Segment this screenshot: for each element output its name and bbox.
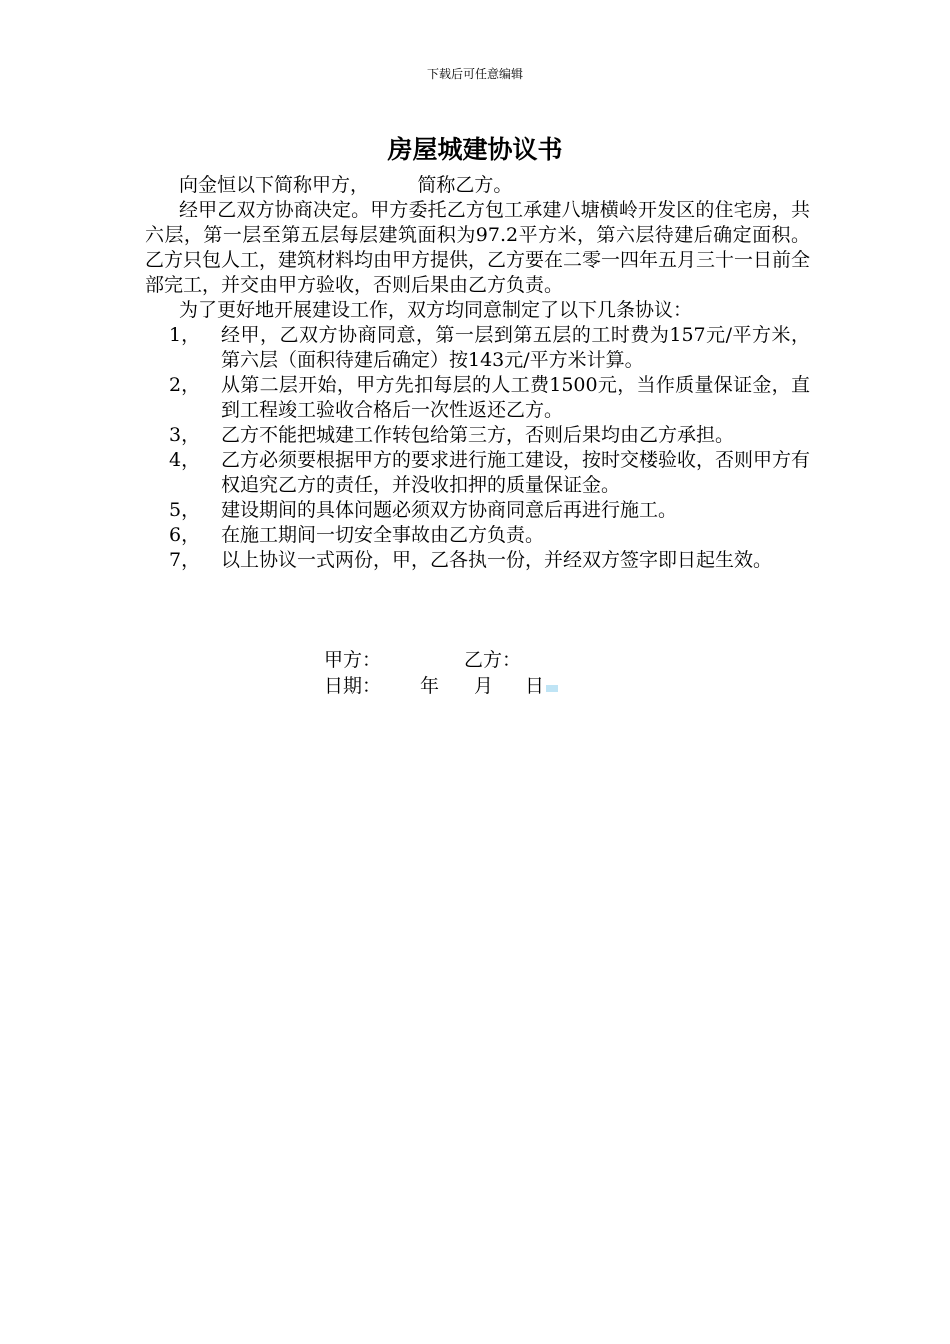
clause-text: 从第二层开始，甲方先扣每层的人工费1500元，当作质量保证金，直到工程竣工验收合格后一次性返还乙方。 [221, 374, 810, 421]
clause-number: 1， [169, 324, 201, 346]
clause-text: 经甲，乙双方协商同意，第一层到第五层的工时费为157元/平方米，第六层（面积待建后确定）按143元/平方米计算。 [221, 324, 810, 371]
date-label: 日期： [324, 675, 382, 697]
clause-number: 7， [169, 549, 201, 571]
party-a-label: 甲方： [324, 649, 382, 671]
year-label: 年 [420, 675, 440, 697]
clause-text: 乙方必须要根据甲方的要求进行施工建设，按时交楼验收，否则甲方有权追究乙方的责任，并没收扣押的质量保证金。 [221, 449, 811, 496]
clauses-intro: 为了更好地开展建设工作，双方均同意制定了以下几条协议： [179, 299, 693, 321]
clause-text: 以上协议一式两份，甲，乙各执一份，并经双方签字即日起生效。 [221, 549, 773, 571]
clause-number: 6， [169, 524, 201, 546]
clause-item [145, 373, 810, 423]
document-body [145, 173, 810, 573]
clause-number: 4， [169, 449, 201, 471]
clause-text: 在施工期间一切安全事故由乙方负责。 [221, 524, 545, 546]
clause-item [145, 323, 810, 373]
day-label: 日 [525, 675, 545, 697]
clause-item [145, 423, 810, 448]
clause-text: 建设期间的具体问题必须双方协商同意后再进行施工。 [221, 499, 678, 521]
clause-number: 3， [169, 424, 201, 446]
day-label-group [525, 673, 558, 699]
text-cursor-mark [546, 685, 558, 692]
clause-text: 乙方不能把城建工作转包给第三方，否则后果均由乙方承担。 [221, 424, 735, 446]
clause-list [145, 323, 810, 573]
month-label: 月 [474, 675, 494, 697]
clause-number: 5， [169, 499, 201, 521]
parties-line: 向金恒以下简称甲方， 简称乙方。 [179, 174, 513, 196]
page-header-note: 下载后可任意编辑 [426, 67, 523, 81]
clause-item [145, 498, 810, 523]
clause-number: 2， [169, 374, 201, 396]
clause-item [145, 523, 810, 548]
clause-item [145, 548, 810, 573]
clause-item [145, 448, 810, 498]
document-title: 房屋城建协议书 [387, 135, 563, 164]
party-b-label: 乙方： [464, 649, 522, 671]
agreement-paragraph: 经甲乙双方协商决定。甲方委托乙方包工承建八塘横岭开发区的住宅房，共六层，第一层至第五层每层建筑面积为97.2平方米，第六层待建后确定面积。乙方只包人工，建筑材料均由甲方提供，乙方要在二零一四年五月三十一日前全部完工，并交由甲方验收，否则后果由乙方负责。 [145, 199, 811, 296]
